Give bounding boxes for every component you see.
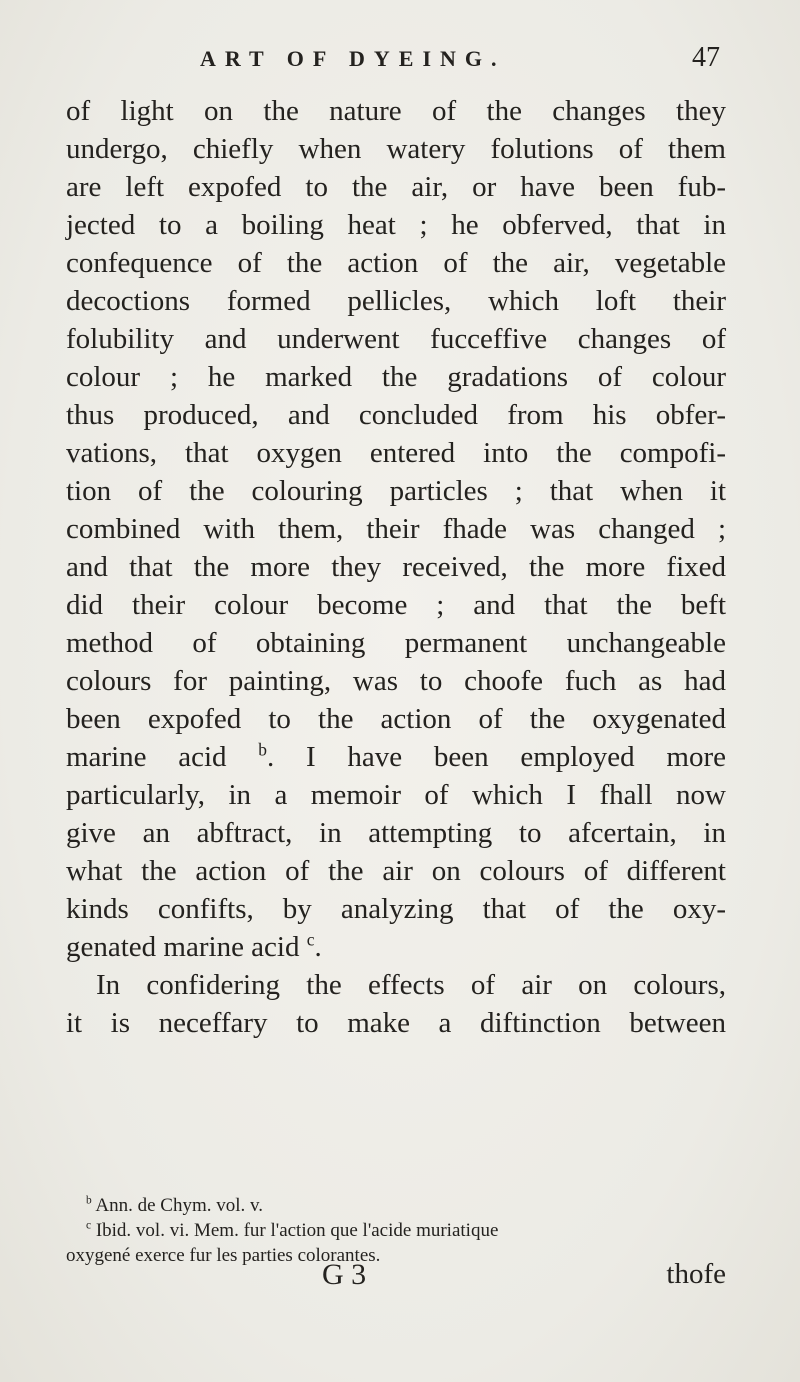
text-segment: . I have been employed more [267, 741, 726, 773]
text-line: it is neceffary to make a diftinction between [66, 1007, 726, 1039]
running-title: ART OF DYEING. [200, 46, 506, 71]
text-line: particularly, in a memoir of which I fhall now [66, 779, 726, 811]
text-line: combined with them, their fhade was changed ; [66, 513, 726, 545]
footnote-c [66, 1218, 726, 1243]
footnote-text: Ann. de Chym. vol. v. [95, 1195, 264, 1216]
text-line-with-footnote-ref [66, 738, 726, 776]
text-line-with-footnote-ref [66, 928, 726, 966]
page-footer [66, 1258, 726, 1294]
footnote-b [66, 1193, 726, 1218]
paragraph-start-line: In confidering the effects of air on colours, [96, 969, 726, 1001]
text-line: of light on the nature of the changes they [66, 95, 726, 127]
text-line: tion of the colouring particles ; that when it [66, 475, 726, 507]
text-line: kinds confifts, by analyzing that of the oxy- [66, 893, 726, 925]
text-segment: genated marine acid [66, 931, 300, 963]
text-line: decoctions formed pellicles, which loft their [66, 285, 726, 317]
page-header [200, 42, 720, 86]
text-line: colour ; he marked the gradations of colour [66, 361, 726, 393]
text-line: what the action of the air on colours of different [66, 855, 726, 887]
text-segment: . [314, 931, 322, 963]
footnote-marker: b [86, 1194, 92, 1207]
text-line: confequence of the action of the air, vegetable [66, 247, 726, 279]
page-number: 47 [692, 42, 720, 73]
text-line: undergo, chiefly when watery folutions of them [66, 133, 726, 165]
text-line: are left expofed to the air, or have been fub- [66, 171, 726, 203]
footnote-ref-b: b [258, 739, 267, 760]
text-line: method of obtaining permanent unchangeable [66, 627, 726, 659]
footnote-ref-c: c [306, 929, 315, 950]
text-line: folubility and underwent fucceffive changes of [66, 323, 726, 355]
signature-mark: G 3 [322, 1258, 367, 1291]
text-line: and that the more they received, the more fixed [66, 551, 726, 583]
text-line: thus produced, and concluded from his obfer- [66, 399, 726, 431]
catchword: thofe [666, 1258, 726, 1290]
footnotes [66, 1193, 726, 1268]
footnote-marker: c [86, 1219, 92, 1232]
text-line: colours for painting, was to choofe fuch as had [66, 665, 726, 697]
text-line: vations, that oxygen entered into the compofi- [66, 437, 726, 469]
text-line: jected to a boiling heat ; he obferved, that in [66, 209, 726, 241]
text-line: did their colour become ; and that the beft [66, 589, 726, 621]
text-line: been expofed to the action of the oxygenated [66, 703, 726, 735]
text-line: give an abftract, in attempting to afcertain, in [66, 817, 726, 849]
footnote-text: Ibid. vol. vi. Mem. fur l'action que l'acide muriatique [95, 1220, 499, 1241]
footnote-c-continuation: oxygené exerce fur les parties colorantes. [66, 1245, 381, 1266]
text-segment: marine acid [66, 741, 227, 773]
body-text [66, 92, 726, 1042]
